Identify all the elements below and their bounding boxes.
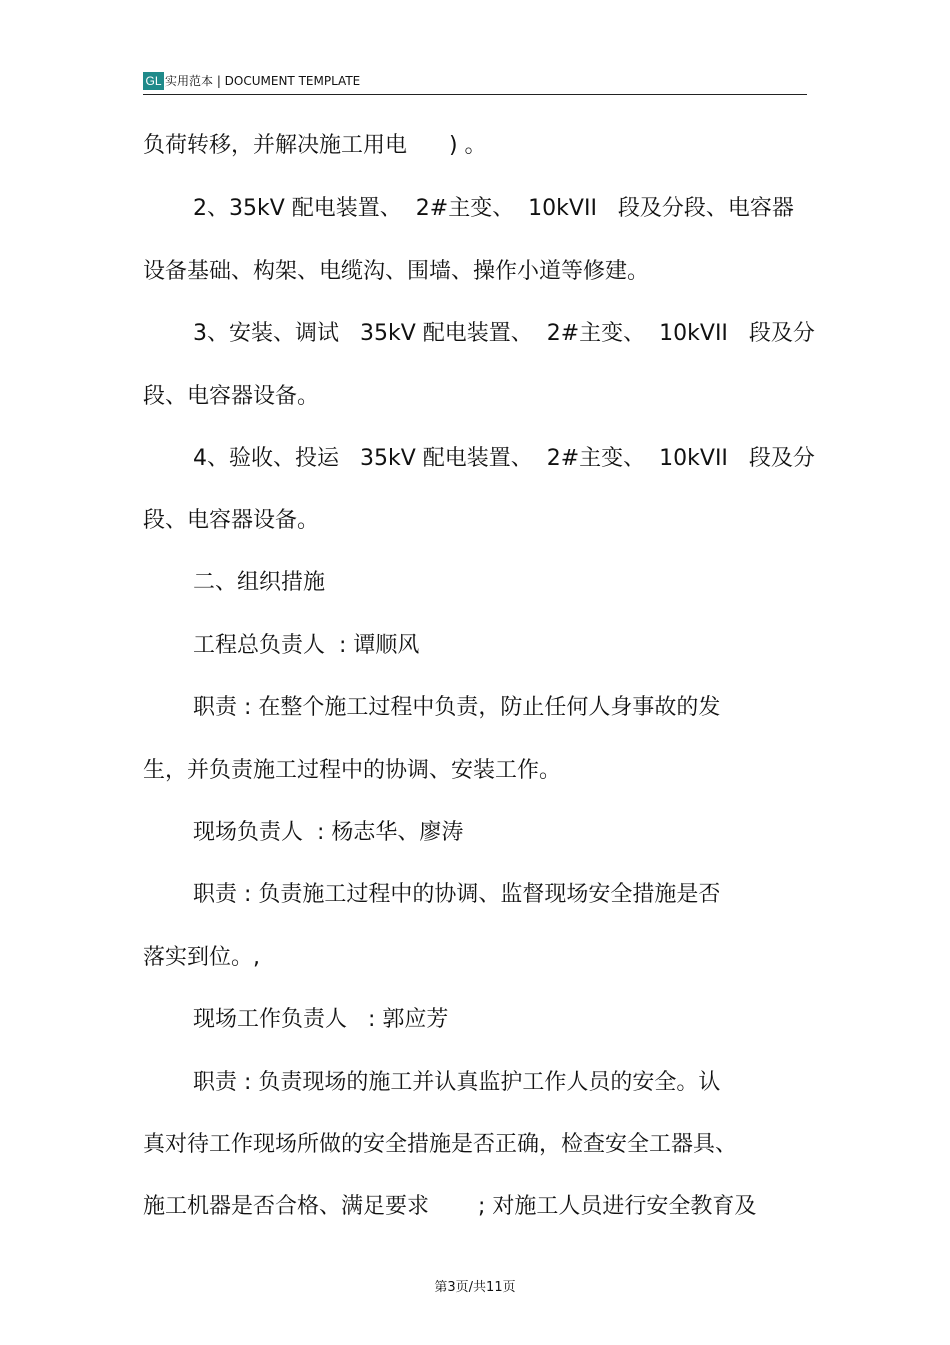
- body-line: 职责 : 负责现场的施工并认真监护工作人员的安全。认: [193, 1070, 721, 1095]
- body-line: 设备基础、构架、电缆沟、围墙、操作小道等修建。: [143, 259, 650, 284]
- header-title: 实用范本 | DOCUMENT TEMPLATE: [165, 74, 361, 88]
- body-line: 段、电容器设备。: [143, 384, 320, 409]
- body-line: 落实到位。,: [143, 945, 260, 970]
- body-line: 职责 : 负责施工过程中的协调、监督现场安全措施是否: [193, 882, 721, 907]
- body-line: 4、验收、投运 35kV 配电装置、 2#主变、 10kVII 段及分: [193, 446, 815, 471]
- body-line: 真对待工作现场所做的安全措施是否正确，检查安全工器具、: [143, 1132, 738, 1157]
- body-line: 现场负责人 : 杨志华、廖涛: [193, 820, 464, 845]
- body-line: 现场工作负责人 : 郭应芳: [193, 1007, 449, 1032]
- gl-logo: GL: [143, 72, 164, 90]
- body-line: 工程总负责人 : 谭顺风: [193, 633, 420, 658]
- body-line: 职责 : 在整个施工过程中负责，防止任何人身事故的发: [193, 695, 721, 720]
- body-line: 3、安装、调试 35kV 配电装置、 2#主变、 10kVII 段及分: [193, 321, 815, 346]
- body-line: 2、35kV 配电装置、 2#主变、 10kVII 段及分段、电容器: [193, 196, 794, 221]
- page-number: 第3页/共11页: [434, 1280, 516, 1295]
- body-line: 生，并负责施工过程中的协调、安装工作。: [143, 758, 562, 783]
- section-heading: 二、组织措施: [193, 570, 326, 595]
- body-line: 负荷转移，并解决施工用电 ) 。: [143, 133, 487, 158]
- body-line: 施工机器是否合格、满足要求 ; 对施工人员进行安全教育及: [143, 1194, 757, 1219]
- page-header: [143, 70, 807, 95]
- body-line: 段、电容器设备。: [143, 508, 320, 533]
